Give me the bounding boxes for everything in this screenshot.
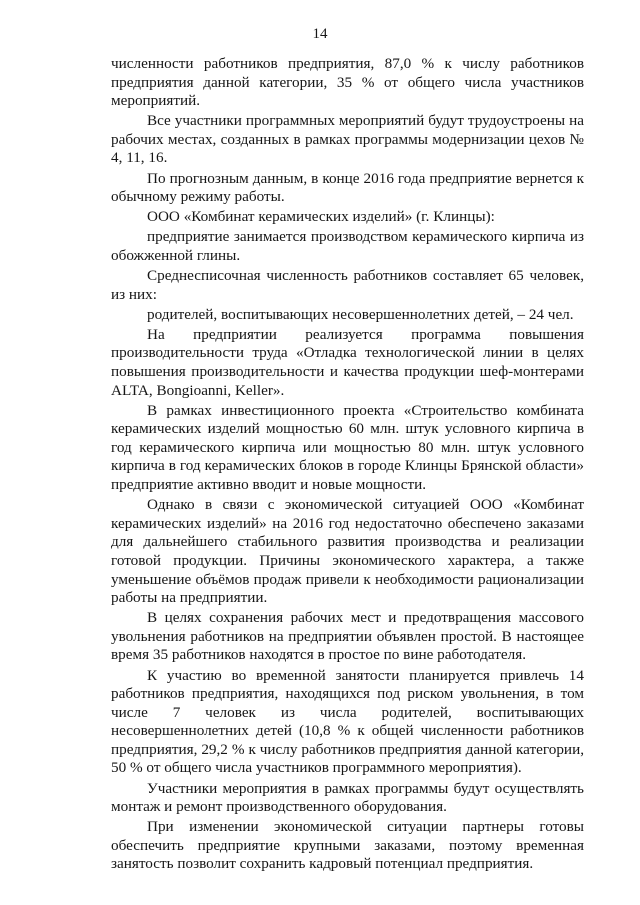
paragraph: родителей, воспитывающих несовершеннолетних детей, – 24 чел. bbox=[147, 305, 574, 323]
paragraph: Участники мероприятия в рамках программы будут осуществлять монтаж и ремонт производственного оборудования. bbox=[111, 779, 584, 816]
paragraph: численности работников предприятия, 87,0 % к числу работников предприятия данной категории, 35 % от общего числа участников мероприятий. bbox=[111, 55, 584, 110]
page-number: 14 bbox=[312, 26, 328, 42]
paragraph: На предприятии реализуется программа повышения производительности труда «Отладка технологической линии в целях повышения производительности и качества продукции шеф-монтерами ALTA, Bongioanni, Keller». bbox=[111, 325, 584, 399]
paragraph: По прогнозным данным, в конце 2016 года предприятие вернется к обычному режиму работы. bbox=[111, 169, 584, 206]
paragraph: К участию во временной занятости планируется привлечь 14 работников предприятия, находящихся под риском увольнения, в том числе 7 человек из числа родителей, воспитывающих несовершеннолетних детей (10,8 % к общей численности работников предприятия, 29,2 % к числу работников предприятия данной категории, 50 % от общего числа участников программного мероприятия). bbox=[111, 666, 584, 777]
paragraph: Однако в связи с экономической ситуацией ООО «Комбинат керамических изделий» на 2016 год недостаточно обеспечено заказами для дальнейшего стабильного развития производства и реализации готовой продукции. Причины экономического характера, а также уменьшение объёмов продаж привели к необходимости рационализации работы на предприятии. bbox=[111, 496, 584, 607]
paragraph: В рамках инвестиционного проекта «Строительство комбината керамических изделий мощностью 60 млн. штук условного кирпича в год керамического кирпича или мощностью 80 млн. штук условного кирпича в год керамических блоков в городе Клинцы Брянской области» предприятие активно вводит и новые мощности. bbox=[111, 401, 584, 494]
document-body bbox=[111, 55, 584, 876]
paragraph: ООО «Комбинат керамических изделий» (г. Клинцы): bbox=[147, 208, 495, 226]
paragraph: Среднесписочная численность работников составляет 65 человек, из них: bbox=[111, 267, 584, 303]
paragraph: При изменении экономической ситуации партнеры готовы обеспечить предприятие крупными заказами, поэтому временная занятость позволит сохранить кадровый потенциал предприятия. bbox=[111, 818, 584, 873]
paragraph: В целях сохранения рабочих мест и предотвращения массового увольнения работников на предприятии объявлен простой. В настоящее время 35 работников находятся в простое по вине работодателя. bbox=[111, 609, 584, 664]
paragraph: Все участники программных мероприятий будут трудоустроены на рабочих местах, созданных в рамках программы модернизации цехов № 4, 11, 16. bbox=[111, 112, 584, 167]
paragraph: предприятие занимается производством керамического кирпича из обожженной глины. bbox=[111, 228, 584, 264]
